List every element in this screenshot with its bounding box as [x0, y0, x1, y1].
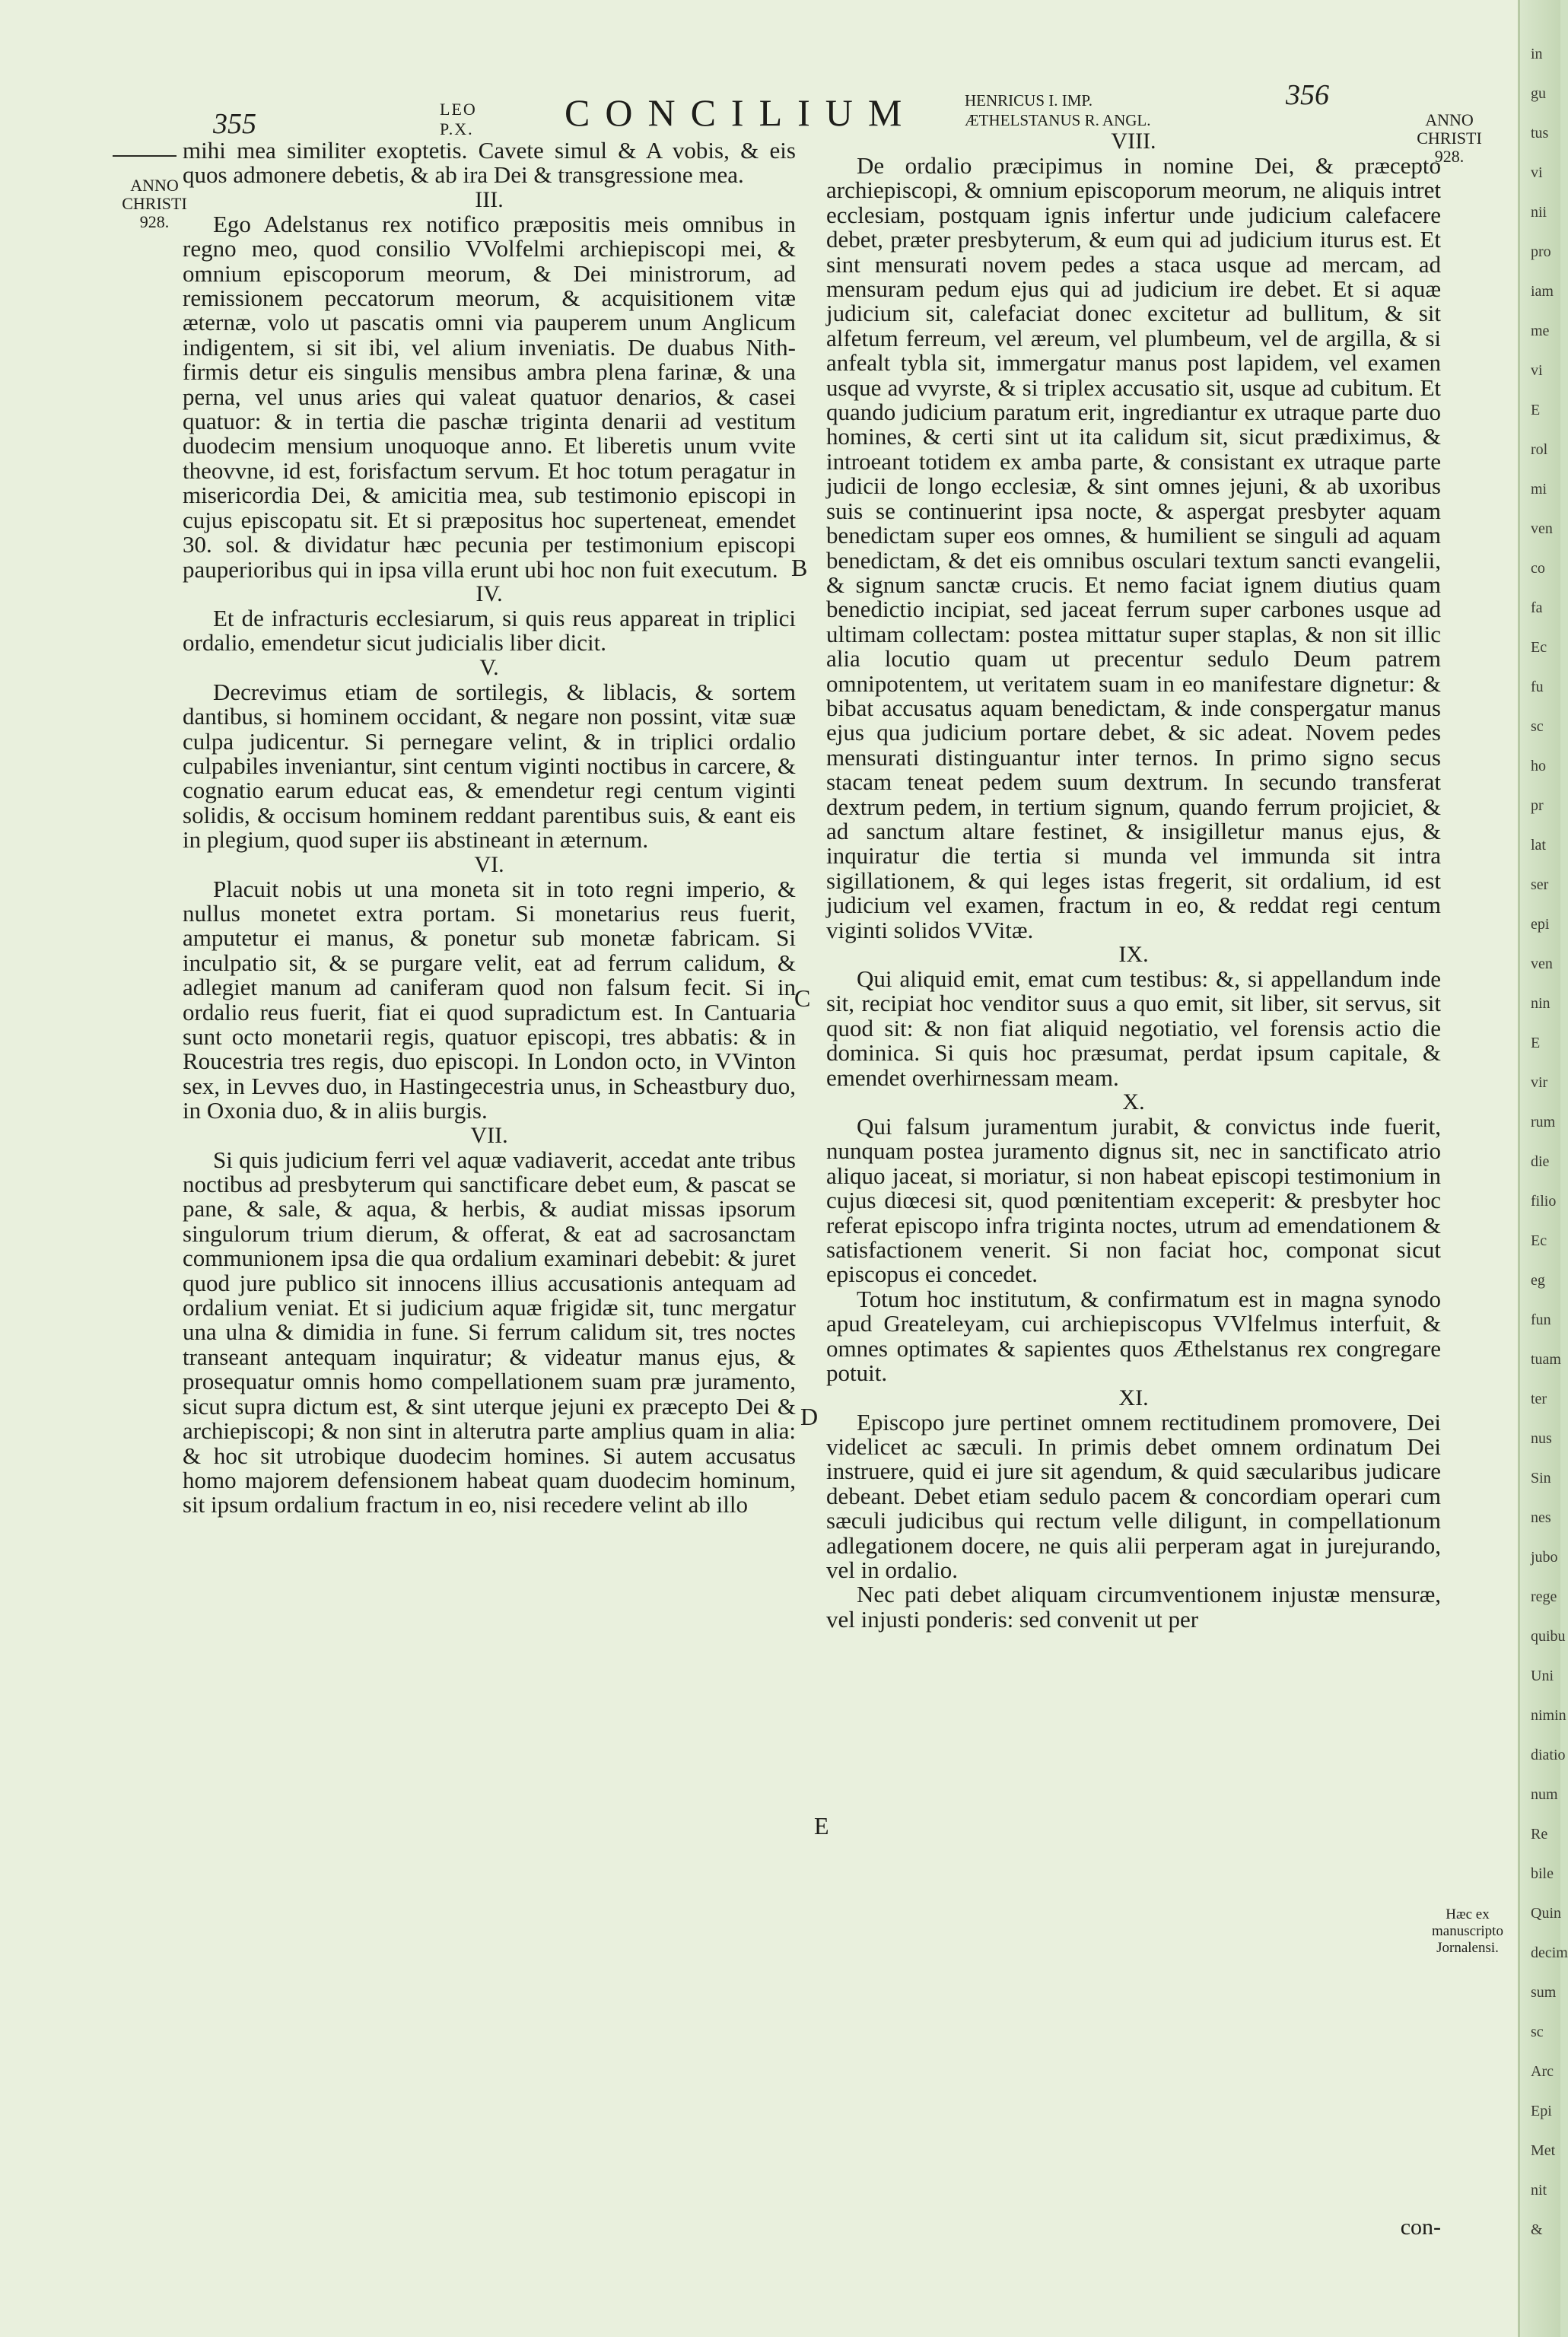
edge-fragment: E	[1531, 1035, 1541, 1051]
paragraph: Decrevimus etiam de sortilegis, & liblacis, & sortem dantibus, si hominem occidant, & negare non possint, vitæ suæ culpa judicentur. Si pernegare velint, & in triplici ordalio culpabiles inveniantur, sint centum viginti noctibus in carcere, & cognatio earum educat eas, & emendetur regi centum viginti solidis, & occisum hominem reddant parentibus suis, & eant eis in plegium, quod super iis abstineant in æternum.	[183, 678, 796, 854]
left-text-column	[183, 138, 796, 1518]
edge-fragment: nes	[1531, 1509, 1551, 1526]
edge-fragment: nii	[1531, 204, 1547, 221]
edge-fragment: Arc	[1531, 2063, 1554, 2080]
paragraph: Et de infracturis ecclesiarum, si quis reus appareat in triplici ordalio, emendetur sicut judicialis liber dicit.	[183, 604, 796, 657]
edge-fragment: ho	[1531, 758, 1546, 774]
edge-fragment: epi	[1531, 916, 1550, 933]
year-label: 928.	[1434, 147, 1465, 166]
edge-fragment: Uni	[1531, 1668, 1554, 1684]
section-letter: D	[800, 1403, 819, 1430]
edge-fragment: &	[1531, 2221, 1543, 2238]
edge-fragment: me	[1531, 323, 1550, 339]
section-number: IX.	[1118, 942, 1149, 967]
paragraph: Si quis judicium ferri vel aquæ vadiaverit, accedat ante tribus noctibus ad presbyterum qui sanctificare debet eum, & pascat se pane, & sale, & aqua, & herbis, & audiat missas ipsorum singulorum trium dierum, & offerat, & eat ad sacrosanctam communionem ipsa die qua ordalium examinari debebit: & juret quod jure publico sit innocens illius accusationis antequam ad ordalium veniat. Et si judicium aquæ frigidæ sit, tunc mergatur una ulna & dimidia in fune. Si ferrum calidum sit, tres noctes transeant antequam inquiratur; & videatur manus ejus, & prosequatur omnis homo compellationem suam præ juramento, sicut supra dictum est, & sint uterque jejuni ex præcepto Dei & archiepiscopi; & non sint in alterutra parte amplius quam in alia: & hoc sit utrobique duodecim homines. Si autem accusatus homo majorem defensionem habeat quam duodecim hominum, sit ipsum ordalium fractum in eo, nisi recedere velint ab illo	[183, 1146, 796, 1518]
edge-fragment: fun	[1531, 1312, 1551, 1328]
paragraph: Qui falsum juramentum jurabit, & convictus inde fuerit, nunquam postea juramento dignus sit, nec in sanctificato atrio aliquo jaceat, si moriatur, si non habeat episcopi testimonium in cujus diœcesi sit, quod pœnitentiam exceperit: & presbyter hoc referat episcopo infra triginta noctes, utrum ad emendationem & satisfactionem venerit. Si non faciat hoc, componat sicut episcopus ei concedet.	[826, 1113, 1441, 1288]
section-number: VIII.	[1111, 129, 1156, 154]
christi-label: CHRISTI	[1417, 129, 1482, 148]
edge-fragment: rol	[1531, 441, 1548, 458]
edge-fragment: co	[1531, 560, 1545, 577]
paragraph: De ordalio præcipimus in nomine Dei, & præcepto archiepiscopi, & omnium episcoporum meorum, ne aliquis intret ecclesiam, postquam ignis infertur unde judicium calefacere debet, præter presbyterum, & eum qui ad judicium iturus est. Et sint mensurati novem pedes a staca usque ad mercam, ad mensuram pedum ejus qui ad judicium ire debet. Et si aquæ judicium sit, calefaciat donec excitetur ad bullitum, & sit alfetum ferreum, vel æreum, vel plumbeum, vel de argilla, & si anfealt tybla sit, immergatur manus post lapidem, vel examen usque ad vvyrste, & si triplex accusatio sit, usque ad cubitum. Et quando judicium paratum erit, ingrediantur ex utraque parte duo homines, & certi sint ut ita calidum sit, sicut prædiximus, & introeant totidem ex amba parte, & consistant ex utraque parte judicii de longo ecclesiæ, & sint omnes jejuni, & ab uxoribus suis se continuerint ipsa nocte, & aspergat presbyter aquam benedictam super eos omnes, & humilient se singuli ad aquam benedictam, & det eis omnibus osculari textum sancti evangelii, & signum sanctæ crucis. Et nemo faciat ignem diutius quam benedictio incipiat, sed jaceat ferrum super carbones usque ad ultimam collectam: postea mittatur super staplas, & non sit illic alia locutio quam ut precentur sedulo Deum patrem omnipotentem, ut veritatem suam in eo manifestare dignetur: & bibat accusatus aquam benedictam, & inde conspergatur manus ejus qua judicium portare debet, & sic adeat. Novem pedes mensurati distinguantur inter ternos. In primo signo secus stacam teneat pedem suum dextrum. In secundo transferat dextrum pedem, in tertium signum, quando ferrum projiciet, & ad sanctum altare festinet, & insigilletur manus ejus, & inquiratur die tertia si munda vel immunda sit intra sigillationem, & qui leges istas fregerit, sit ordalium, id est judicium vel examen, fractum in eo, & reddat regi centum viginti solidos VVitæ.	[826, 152, 1441, 943]
header-leo: LEO	[440, 100, 477, 119]
edge-fragment: rum	[1531, 1114, 1556, 1130]
right-page-number: 356	[1286, 79, 1329, 111]
edge-fragment: Re	[1531, 1826, 1548, 1843]
section-number: VI.	[474, 851, 504, 877]
catchword: con-	[1400, 2215, 1441, 2240]
edge-fragment: rege	[1531, 1588, 1557, 1605]
left-page-number: 355	[213, 108, 256, 140]
edge-fragment: filio	[1531, 1193, 1557, 1210]
edge-fragment: vi	[1531, 362, 1543, 379]
edge-fragment: Epi	[1531, 2103, 1552, 2119]
edge-fragment: E	[1531, 402, 1541, 418]
edge-fragment: quibu	[1531, 1628, 1566, 1645]
edge-fragment: Ec	[1531, 639, 1547, 656]
edge-fragment: jubo	[1531, 1549, 1558, 1566]
manuscript-note: Hæc ex manuscripto Jornalensi.	[1432, 1906, 1503, 1956]
edge-fragment: pro	[1531, 243, 1551, 260]
edge-fragment: nus	[1531, 1430, 1552, 1447]
paragraph: mihi mea similiter exoptetis. Cavete simul & A vobis, & eis quos admonere debetis, & ab ira Dei & transgressione mea.	[183, 137, 796, 189]
paragraph: Ego Adelstanus rex notifico præpositis meis omnibus in regno meo, quod consilio VVolfelmi archiepiscopi mei, & omnium episcoporum meorum, & Dei ministrorum, ad remissionem peccatorum meorum, & acquisitionem vitæ æternæ, volo ut pascatis omni via pauperem unum Anglicum indigentem, si sit ibi, vel alium inveniatis. De duabus Nith-firmis detur eis singulis mensibus ambra plena farinæ, & una perna, vel unus aries qui valeat quatuor denarios, & casei quatuor: & in tertia die paschæ triginta denarii ad vestitum duodecim mensium unoquoque anno. Et liberetis unum vvite theovvne, id est, forisfactum servum. Et hoc totum peragatur in misericordia Dei, & amicitia mea, sub testimonio episcopi in cujus episcopatu sit. Et si præpositus hoc superteneat, emendet 30. sol. & dividatur hæc pecunia per testimonium episcopi pauperioribus qui in ipsa villa erunt ubi hoc non fuit executum.	[183, 210, 796, 583]
edge-fragment: vi	[1531, 164, 1543, 181]
right-text-column	[826, 129, 1441, 1632]
edge-fragment: eg	[1531, 1272, 1545, 1289]
edge-fragment: in	[1531, 46, 1543, 62]
edge-fragment: gu	[1531, 85, 1546, 102]
edge-fragment: ter	[1531, 1391, 1547, 1407]
edge-fragment: nit	[1531, 2182, 1547, 2199]
edge-fragment: ven	[1531, 955, 1553, 972]
edge-fragment: sum	[1531, 1984, 1557, 2001]
edge-fragment: Ec	[1531, 1232, 1547, 1249]
edge-fragment: pr	[1531, 797, 1544, 814]
header-aethelstanus: ÆTHELSTANUS R. ANGL.	[965, 111, 1151, 129]
section-number: XI.	[1118, 1385, 1149, 1410]
header-henricus: HENRICUS I. IMP.	[965, 91, 1093, 110]
edge-fragment: num	[1531, 1786, 1558, 1803]
edge-fragment: nin	[1531, 995, 1551, 1012]
year-label: 928.	[139, 212, 170, 231]
section-letter: C	[794, 984, 811, 1012]
edge-fragment: Met	[1531, 2142, 1556, 2159]
section-number: X.	[1122, 1089, 1145, 1115]
edge-fragment: iam	[1531, 283, 1554, 300]
edge-fragment: die	[1531, 1153, 1550, 1170]
paragraph: Totum hoc institutum, & confirmatum est in magna synodo apud Greateleyam, cui archiepiscopus VVlfelmus interfuit, & omnes optimates & sapientes quos Æthelstanus rex congregare potuit.	[826, 1285, 1441, 1387]
section-number: IV.	[475, 580, 503, 606]
paragraph: Episcopo jure pertinet omnem rectitudinem promovere, Dei videlicet ac sæculi. In primis debet omnem ordinatum Dei instruere, quid ei jure sit agendum, & quid sæcularibus judicare debeant. Debet etiam sedulo pacem & concordiam operari cum sæculi judicibus qui rectum velle diligunt, in compellationum adlegationem docere, ne quis alii perperam agat in jurejurando, vel in ordalio.	[826, 1408, 1441, 1583]
edge-fragment: ser	[1531, 876, 1549, 893]
header-title: CONCILIUM	[565, 91, 918, 134]
edge-fragment: tuam	[1531, 1351, 1561, 1368]
paragraph: Placuit nobis ut una moneta sit in toto regni imperio, & nullus monetet extra portam. Si monetarius reus fuerit, amputetur ei manus, & ponetur sub monetæ fabricam. Si inculpatio sit, & se purgare velit, eat ad ferrum calidum, & adlegiet manum ad caniferam quod non falsum fecit. Si in ordalio reus fuerit, fiat ei quod supradictum est. In Cantuaria sunt octo monetarii regis, quatuor episcopi, tres abbatis: & in Roucestria tres regis, duo episcopi. In London octo, in VVinton sex, in Levves duo, in Hastingecestria unus, in Scheastbury duo, in Oxonia duo, & in aliis burgis.	[183, 875, 796, 1124]
section-letter: B	[791, 554, 808, 581]
edge-fragment: nimin	[1531, 1707, 1566, 1724]
edge-fragment: Sin	[1531, 1470, 1551, 1486]
next-page-edge	[1518, 0, 1568, 2337]
section-letter: E	[814, 1812, 829, 1839]
header-rule	[113, 155, 177, 157]
edge-fragment: mi	[1531, 481, 1547, 498]
edge-fragment: ven	[1531, 520, 1553, 537]
edge-fragment: decim	[1531, 1944, 1568, 1961]
edge-fragment: Quin	[1531, 1905, 1561, 1922]
header-px: P.X.	[440, 119, 474, 138]
edge-fragment: tus	[1531, 125, 1549, 141]
anno-label: ANNO	[130, 176, 179, 195]
section-number: VII.	[470, 1122, 508, 1148]
paragraph: Nec pati debet aliquam circumventionem injustæ mensuræ, vel injusti ponderis: sed convenit ut per	[826, 1581, 1441, 1633]
edge-fragment: fa	[1531, 599, 1543, 616]
edge-fragment: bile	[1531, 1865, 1554, 1882]
section-number: III.	[475, 186, 504, 212]
christi-label: CHRISTI	[122, 194, 187, 213]
edge-fragment: lat	[1531, 837, 1546, 854]
edge-fragment: vir	[1531, 1074, 1548, 1091]
section-number: V.	[479, 654, 499, 680]
paragraph: Qui aliquid emit, emat cum testibus: &, si appellandum inde sit, recipiat hoc venditor suus a quo emit, sit liber, sit servus, sit quod sit: & non fiat aliquid negotiatio, vel forensis actio die dominica. Si quis hoc præsumat, perdat ipsum capitale, & emendet overhirnessam meam.	[826, 965, 1441, 1091]
edge-fragment: sc	[1531, 2024, 1544, 2040]
edge-fragment: sc	[1531, 718, 1544, 735]
edge-fragment: diatio	[1531, 1747, 1566, 1763]
anno-label: ANNO	[1425, 110, 1474, 129]
edge-fragment: fu	[1531, 679, 1544, 695]
